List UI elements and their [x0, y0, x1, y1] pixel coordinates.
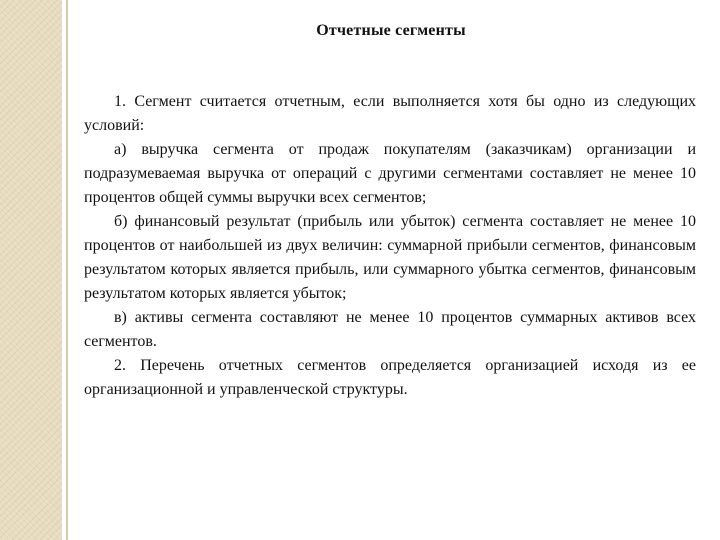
slide-body — [84, 90, 696, 402]
paragraph-condition-b: б) финансовый результат (прибыль или убыток) сегмента составляет не менее 10 процентов от наибольшей из двух величин: суммарной прибыли сегментов, финансовым результатом которых является прибыль, или суммарного убытка сегментов, финансовым результатом которых является убыток; — [84, 213, 696, 302]
paragraph-condition-c: в) активы сегмента составляют не менее 10 процентов суммарных активов всех сегментов. — [84, 309, 696, 350]
slide-title: Отчетные сегменты — [316, 22, 466, 39]
decorative-side-bar — [0, 0, 62, 540]
decorative-side-rule — [66, 0, 68, 540]
paragraph-segment-list: 2. Перечень отчетных сегментов определяется организацией исходя из ее организационной и управленческой структуры. — [84, 357, 696, 398]
paragraph-condition-intro: 1. Сегмент считается отчетным, если выполняется хотя бы одно из следующих условий: — [84, 93, 696, 134]
paragraph-condition-a: а) выручка сегмента от продаж покупателям (заказчикам) организации и подразумеваемая выручка от операций с другими сегментами составляет не менее 10 процентов общей суммы выручки всех сегментов; — [84, 141, 696, 206]
